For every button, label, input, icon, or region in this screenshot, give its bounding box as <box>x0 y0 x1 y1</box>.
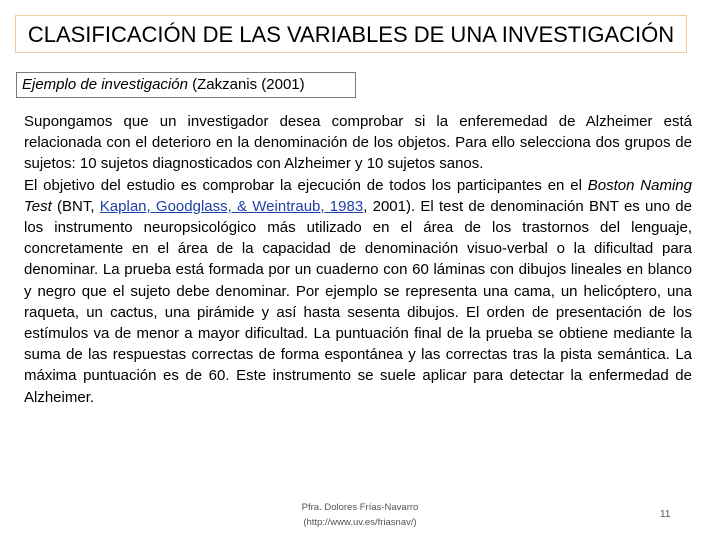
paragraph-2-part-3: , 2001). El test de denominación BNT es uno de los instrumento neuropsicológico más utilizado en el área de los trastornos del lenguaje, concretamente en el área de la capacidad de denominación visuo-verbal o la dificultad para denominar. La prueba está formada por un cuaderno con 60 láminas con dibujos lineales en blanco y negro que el sujeto debe denominar. Por ejemplo se representa una cama, un helicóptero, una raqueta, un cactus, una pirámide y así hasta sesenta dibujos. El orden de presentación de los estímulos va de menor a mayor dificultad. La puntuación final de la prueba se obtiene mediante la suma de las respuestas correctas de forma espontánea y las correctas tras la pista semántica. La máxima puntuación es de 60. Este instrumento se suele aplicar para detectar la enfermedad de Alzheimer. <box>24 197 692 406</box>
citation-link[interactable]: Kaplan, Goodglass, & Weintraub, 1983 <box>99 197 364 215</box>
footer-url: (http://www.uv.es/friasnav/) <box>303 517 417 528</box>
paragraph-2-part-1: El objetivo del estudio es comprobar la ejecución de todos los participantes en el <box>24 176 588 194</box>
subtitle-italic: Ejemplo de investigación <box>22 76 188 93</box>
paragraph-1: Supongamos que un investigador desea comprobar si la enferemedad de Alzheimer está relacionada con el deterioro en la denominación de los objetos. Para ello selecciona dos grupos de sujetos: 10 sujetos diagnosticados con Alzheimer y 10 sujetos sanos. <box>24 113 692 173</box>
slide-title: CLASIFICACIÓN DE LAS VARIABLES DE UNA INVESTIGACIÓN <box>27 22 675 47</box>
paragraph-2-part-2: (BNT, <box>51 197 100 215</box>
body-text <box>24 111 692 408</box>
subtitle <box>22 76 305 94</box>
test-name: Boston Naming Test <box>24 176 692 215</box>
page-number: 11 <box>660 509 671 520</box>
paragraph-2 <box>24 175 692 408</box>
footer <box>260 500 460 530</box>
footer-author: Pfra. Dolores Frías-Navarro <box>301 502 419 513</box>
subtitle-citation: (Zakzanis (2001) <box>187 76 305 93</box>
